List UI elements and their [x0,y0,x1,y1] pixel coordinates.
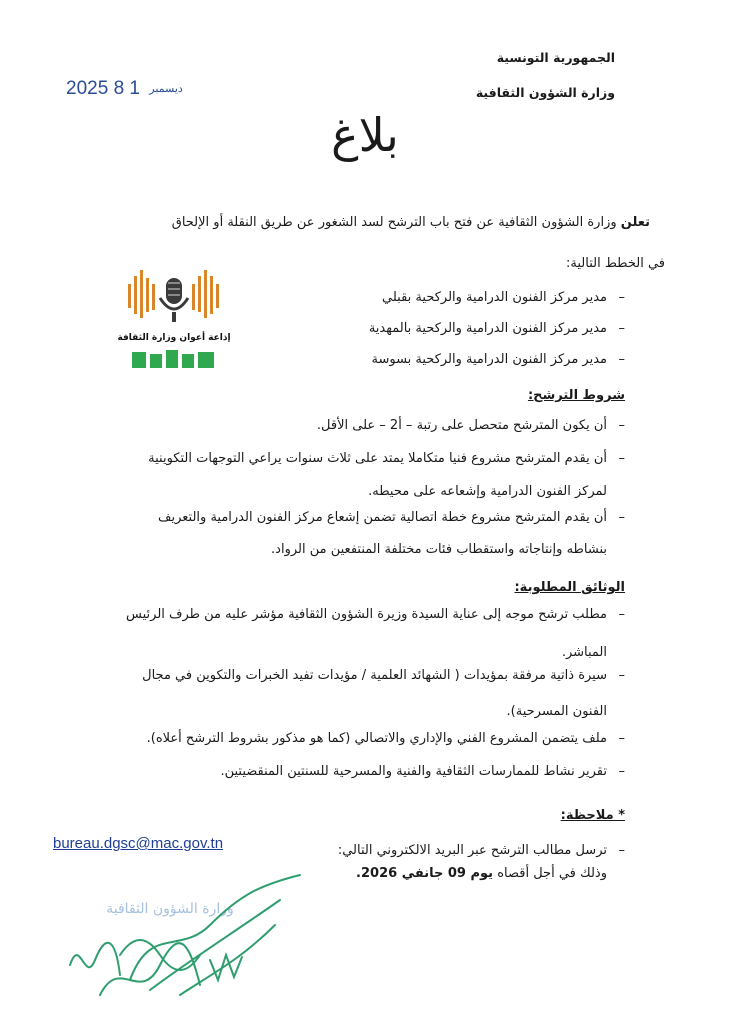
letterhead [315,40,615,110]
document-text: سيرة ذاتية مرفقة بمؤيدات ( الشهائد العلمية / مؤيدات تفيد الخبرات والتكوين في مجال [142,668,607,683]
date-stamp [66,78,187,100]
note-line-2 [356,866,607,881]
stamp-text: وزارة الشؤون الثقافية [106,901,234,917]
document-title: بلاغ [331,108,399,162]
position-item: –مدير مركز الفنون الدرامية والركحية بقبلي [382,290,625,305]
document-item: –سيرة ذاتية مرفقة بمؤيدات ( الشهائد العلمية / مؤيدات تفيد الخبرات والتكوين في مجال [142,668,625,683]
condition-continuation: بنشاطه وإنتاجاته واستقطاب فئات مختلفة المنتفعين من الرواد. [271,542,607,557]
email-link[interactable]: bureau.dgsc@mac.gov.tn [53,835,224,852]
document-continuation: الفنون المسرحية). [506,704,607,719]
logo-text: إذاعة أعوان وزارة الثقافة [117,333,231,343]
condition-item: –أن يكون المترشح متحصل على رتبة – أ2 – على الأقل. [316,418,625,433]
document-item: –مطلب ترشح موجه إلى عناية السيدة وزيرة الشؤون الثقافية مؤشر عليه من طرف الرئيس [126,607,625,622]
logo-green-blocks [132,350,214,368]
position-item: –مدير مركز الفنون الدرامية والركحية بالمهدية [368,321,625,336]
condition-continuation: لمركز الفنون الدرامية وإشعاعه على محيطه. [368,484,607,499]
microphone-icon [160,278,188,322]
signature-stamp [60,865,320,1010]
note-text-2: وذلك في أجل أقصاه [497,866,607,881]
position-text: مدير مركز الفنون الدرامية والركحية بالمهدية [368,321,607,336]
intro-lead: تعلن [620,215,650,230]
radio-logo [117,262,231,382]
condition-item: –أن يقدم المترشح مشروع فنيا متكاملا يمتد على ثلاث سنوات يراعي التوجهات التكوينية [148,451,625,466]
document-text: ملف يتضمن المشروع الفني والإداري والاتصالي (كما هو مذكور بشروط الترشح أعلاه). [146,731,607,746]
note-line-1: –ترسل مطالب الترشح عبر البريد الالكتروني التالي: [337,843,625,858]
position-text: مدير مركز الفنون الدرامية والركحية بسوسة [371,352,607,367]
document-text: تقرير نشاط للممارسات الثقافية والفنية والمسرحية للسنتين المنقضيتين. [220,764,607,779]
condition-text: أن يقدم المترشح مشروع فنيا متكاملا يمتد على ثلاث سنوات يراعي التوجهات التكوينية [148,451,607,466]
document-text: مطلب ترشح موجه إلى عناية السيدة وزيرة الشؤون الثقافية مؤشر عليه من طرف الرئيس [126,607,607,622]
position-item: –مدير مركز الفنون الدرامية والركحية بسوسة [371,352,625,367]
date-stamp-day: 1 8 [113,78,140,99]
republic-name: الجمهورية التونسية [496,50,615,65]
condition-item: –أن يقدم المترشح مشروع خطة اتصالية تضمن إشعاع مركز الفنون الدرامية والتعريف [158,510,625,525]
document-item: –ملف يتضمن المشروع الفني والإداري والاتصالي (كما هو مذكور بشروط الترشح أعلاه). [146,731,625,746]
ministry-name: وزارة الشؤون الثقافية [475,85,615,100]
date-stamp-month: ديسمبر [149,83,183,95]
conditions-heading: شروط الترشح: [527,388,625,403]
condition-text: أن يقدم المترشح مشروع خطة اتصالية تضمن إشعاع مركز الفنون الدرامية والتعريف [158,510,607,525]
deadline-text: يوم 09 جانفي 2026. [356,866,494,881]
condition-text: أن يكون المترشح متحصل على رتبة – أ2 – على الأقل. [316,418,607,433]
intro-text-1: وزارة الشؤون الثقافية عن فتح باب الترشح لسد الشغور عن طريق النقلة أو الإلحاق [171,215,617,230]
handwritten-signature [70,875,300,995]
document-continuation: المباشر. [561,645,607,660]
documents-heading: الوثائق المطلوبة: [514,580,625,595]
date-stamp-year: 2025 [66,78,109,99]
intro-line-1 [50,215,650,230]
note-heading: * ملاحظة: [560,808,625,823]
position-text: مدير مركز الفنون الدرامية والركحية بقبلي [382,290,607,305]
intro-line-2: في الخطط التالية: [566,256,665,271]
document-item: –تقرير نشاط للممارسات الثقافية والفنية والمسرحية للسنتين المنقضيتين. [220,764,625,779]
note-text-1: ترسل مطالب الترشح عبر البريد الالكتروني التالي: [337,843,607,858]
